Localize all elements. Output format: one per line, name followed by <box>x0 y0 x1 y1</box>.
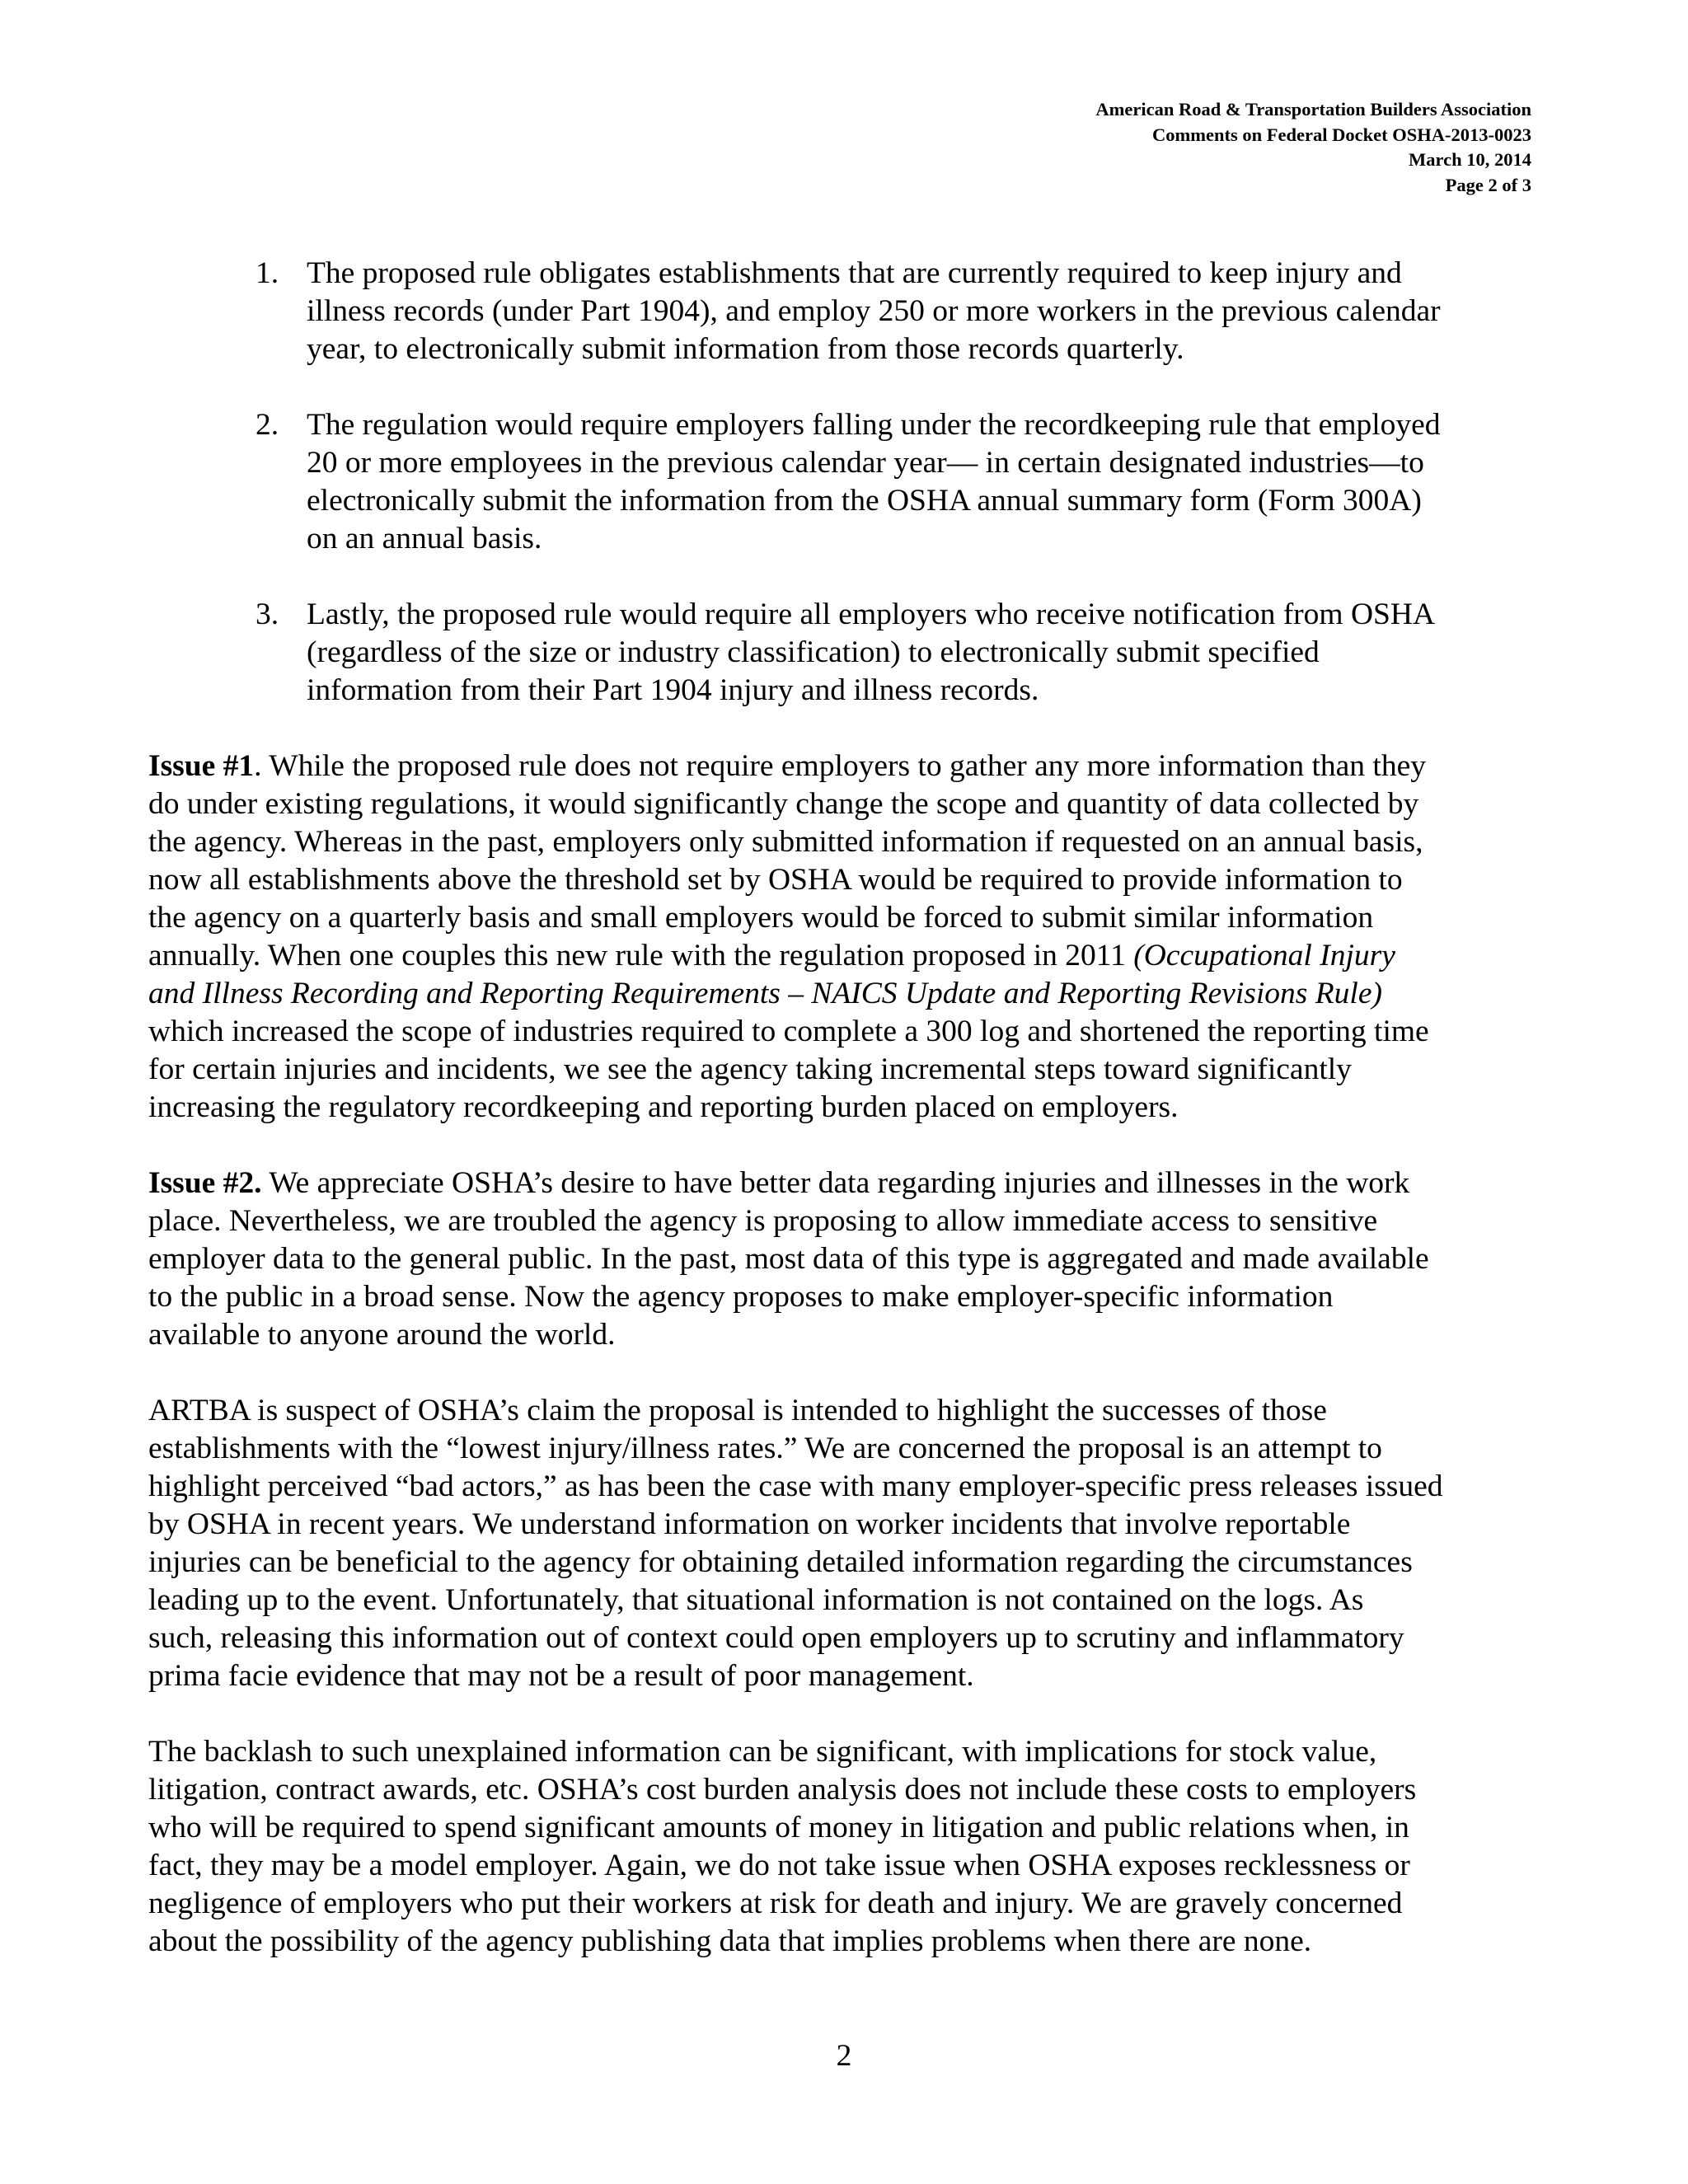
paragraph-line: for certain injuries and incidents, we see the agency taking incremental steps toward significantly <box>148 1052 1352 1086</box>
list-item-3 <box>256 596 1541 710</box>
paragraph-line: about the possibility of the agency publishing data that implies problems when there are none. <box>148 1924 1312 1958</box>
backlash-paragraph <box>148 1733 1550 1961</box>
list-item-1 <box>256 255 1541 368</box>
paragraph-line <box>148 937 1550 975</box>
list-number: 3. <box>256 598 279 631</box>
paragraph-line: the agency on a quarterly basis and small employers would be forced to submit similar information <box>148 901 1374 935</box>
rule-title-italic: (Occupational Injury <box>1133 939 1395 972</box>
header-date: March 10, 2014 <box>1409 149 1531 170</box>
paragraph-line: establishments with the “lowest injury/illness rates.” We are concerned the proposal is an attempt to <box>148 1432 1382 1465</box>
page-number: 2 <box>836 2039 852 2073</box>
paragraph-line: such, releasing this information out of context could open employers up to scrutiny and inflammatory <box>148 1621 1404 1655</box>
paragraph-line: employer data to the general public. In the past, most data of this type is aggregated and made available <box>148 1242 1429 1276</box>
paragraph-line: the agency. Whereas in the past, employers only submitted information if requested on an annual basis, <box>148 825 1423 859</box>
list-line: on an annual basis. <box>307 522 542 555</box>
list-line: information from their Part 1904 injury and illness records. <box>307 673 1039 707</box>
paragraph-line: who will be required to spend significant amounts of money in litigation and public relations when, in <box>148 1811 1409 1844</box>
rule-title-italic: and Illness Recording and Reporting Requirements – NAICS Update and Reporting Revisions Rule) <box>148 977 1382 1010</box>
list-item-2 <box>256 406 1541 558</box>
list-line: year, to electronically submit information from those records quarterly. <box>307 332 1184 366</box>
list-line: electronically submit the information from the OSHA annual summary form (Form 300A) <box>307 484 1422 518</box>
paragraph-line: available to anyone around the world. <box>148 1318 616 1352</box>
paragraph-line: increasing the regulatory recordkeeping and reporting burden placed on employers. <box>148 1090 1179 1124</box>
list-number: 1. <box>256 256 279 290</box>
issue-1-text: annually. When one couples this new rule with the regulation proposed in 2011 <box>148 939 1134 972</box>
paragraph-line: The backlash to such unexplained information can be significant, with implications for stock value, <box>148 1735 1377 1769</box>
list-line: illness records (under Part 1904), and employ 250 or more workers in the previous calendar <box>307 294 1441 328</box>
paragraph-line: prima facie evidence that may not be a result of poor management. <box>148 1659 974 1693</box>
issue-1-paragraph <box>148 748 1550 1127</box>
header-page-of: Page 2 of 3 <box>1445 174 1531 195</box>
issue-1-text: . While the proposed rule does not require employers to gather any more information than they <box>254 749 1426 783</box>
paragraph-line: place. Nevertheless, we are troubled the agency is proposing to allow immediate access to sensitive <box>148 1204 1378 1238</box>
issue-1-label: Issue #1 <box>148 749 255 783</box>
paragraph-line: negligence of employers who put their workers at risk for death and injury. We are gravely concerned <box>148 1886 1403 1920</box>
body-text <box>148 748 1550 1999</box>
issue-2-text: We appreciate OSHA’s desire to have better data regarding injuries and illnesses in the work <box>261 1166 1410 1200</box>
letter-header <box>1095 97 1531 198</box>
paragraph-line: injuries can be beneficial to the agency for obtaining detailed information regarding the circumstances <box>148 1545 1413 1579</box>
list-line: Lastly, the proposed rule would require all employers who receive notification from OSHA <box>307 598 1436 631</box>
issue-2-label: Issue #2. <box>148 1166 262 1200</box>
list-line: The regulation would require employers falling under the recordkeeping rule that employed <box>307 408 1441 442</box>
paragraph-line: now all establishments above the threshold set by OSHA would be required to provide information to <box>148 863 1403 897</box>
list-line: (regardless of the size or industry classification) to electronically submit specified <box>307 635 1320 669</box>
paragraph-line <box>148 1165 1550 1202</box>
paragraph-line: fact, they may be a model employer. Again, we do not take issue when OSHA exposes recklessness or <box>148 1849 1410 1882</box>
paragraph-line: leading up to the event. Unfortunately, that situational information is not contained on the logs. As <box>148 1583 1364 1617</box>
paragraph-line: by OSHA in recent years. We understand information on worker incidents that involve reportable <box>148 1507 1351 1541</box>
list-line: The proposed rule obligates establishments that are currently required to keep injury and <box>307 256 1402 290</box>
artba-paragraph <box>148 1392 1550 1695</box>
numbered-list <box>256 255 1541 748</box>
issue-2-paragraph <box>148 1165 1550 1354</box>
list-number: 2. <box>256 408 279 442</box>
header-organization: American Road & Transportation Builders Association <box>1095 99 1531 120</box>
paragraph-line: litigation, contract awards, etc. OSHA’s cost burden analysis does not include these costs to employers <box>148 1773 1417 1807</box>
paragraph-line: ARTBA is suspect of OSHA’s claim the proposal is intended to highlight the successes of those <box>148 1394 1327 1427</box>
paragraph-line: highlight perceived “bad actors,” as has been the case with many employer-specific press releases issued <box>148 1469 1443 1503</box>
paragraph-line: to the public in a broad sense. Now the agency proposes to make employer-specific information <box>148 1280 1334 1314</box>
header-docket: Comments on Federal Docket OSHA-2013-0023 <box>1152 124 1531 145</box>
list-line: 20 or more employees in the previous calendar year— in certain designated industries—to <box>307 446 1424 480</box>
paragraph-line: do under existing regulations, it would significantly change the scope and quantity of data collected by <box>148 787 1419 821</box>
paragraph-line: which increased the scope of industries required to complete a 300 log and shortened the reporting time <box>148 1015 1429 1048</box>
paragraph-line <box>148 748 1550 785</box>
